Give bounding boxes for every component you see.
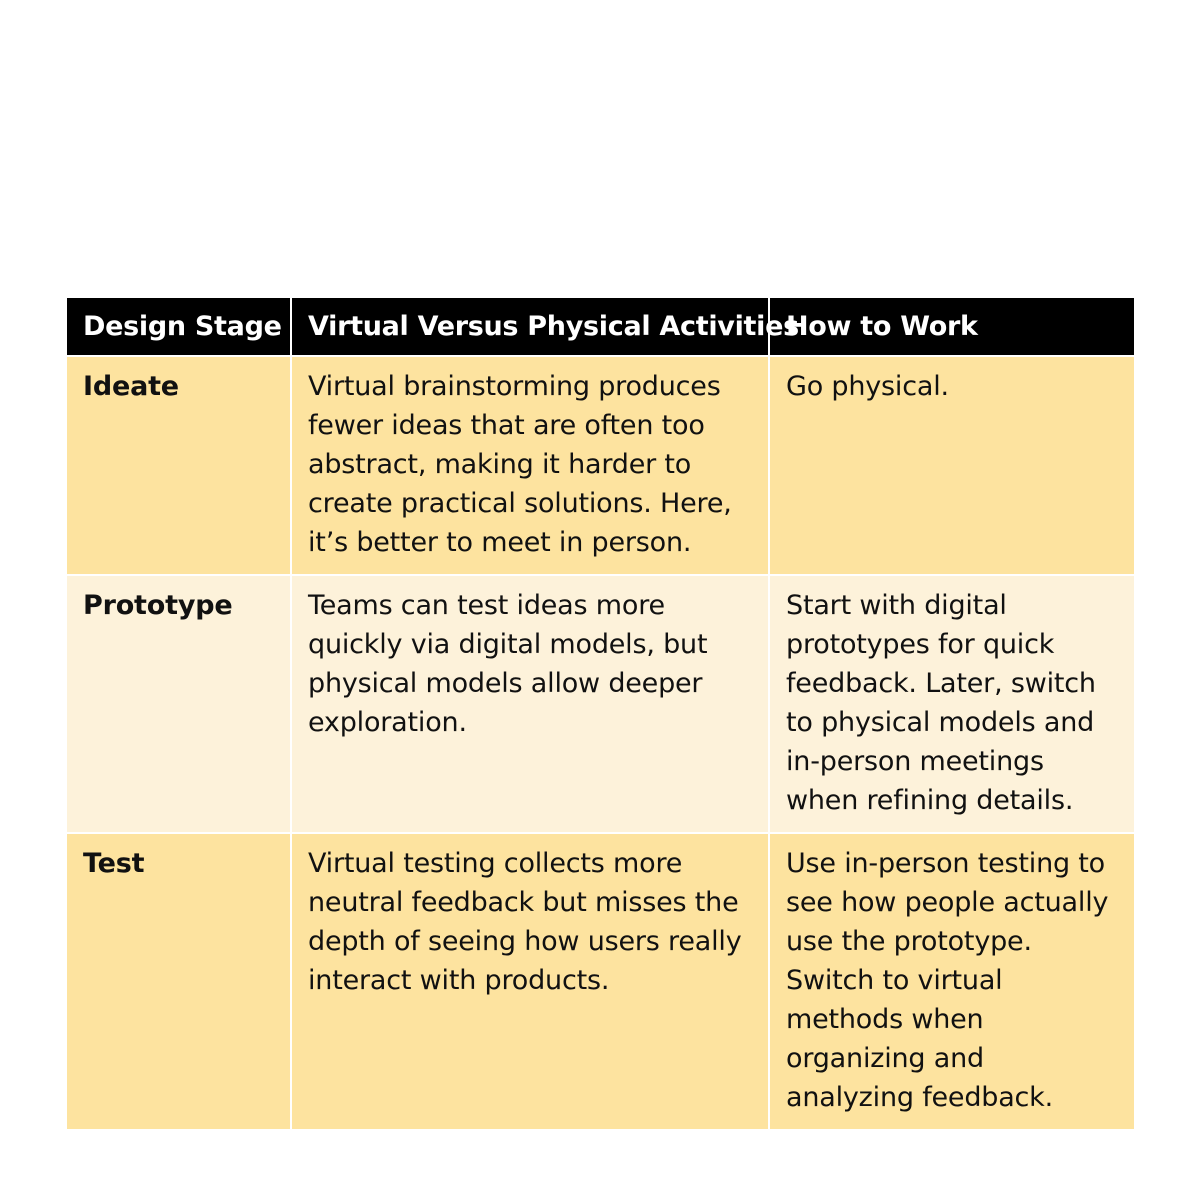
activities-cell: Teams can test ideas more quickly via digital models, but physical models allow deeper exploration. (291, 575, 769, 833)
table-row (67, 575, 1134, 833)
header-design-stage: Design Stage (67, 298, 291, 356)
how-to-work-cell: Use in-person testing to see how people actually use the prototype. Switch to virtual methods when organizing and analyzing feedback. (769, 833, 1134, 1129)
design-stage-table (67, 298, 1134, 1129)
header-row (67, 298, 1134, 356)
table-header (67, 298, 1134, 356)
stage-cell: Prototype (67, 575, 291, 833)
table-row (67, 833, 1134, 1129)
stage-cell: Test (67, 833, 291, 1129)
activities-cell: Virtual testing collects more neutral feedback but misses the depth of seeing how users really interact with products. (291, 833, 769, 1129)
header-virtual-vs-physical: Virtual Versus Physical Activities (291, 298, 769, 356)
stage-cell: Ideate (67, 356, 291, 575)
how-to-work-cell: Go physical. (769, 356, 1134, 575)
table-body (67, 356, 1134, 1129)
activities-cell: Virtual brainstorming produces fewer ideas that are often too abstract, making it harder to create practical solutions. Here, it’s better to meet in person. (291, 356, 769, 575)
how-to-work-cell: Start with digital prototypes for quick feedback. Later, switch to physical models and in-person meetings when refining details. (769, 575, 1134, 833)
header-how-to-work: How to Work (769, 298, 1134, 356)
table-row (67, 356, 1134, 575)
